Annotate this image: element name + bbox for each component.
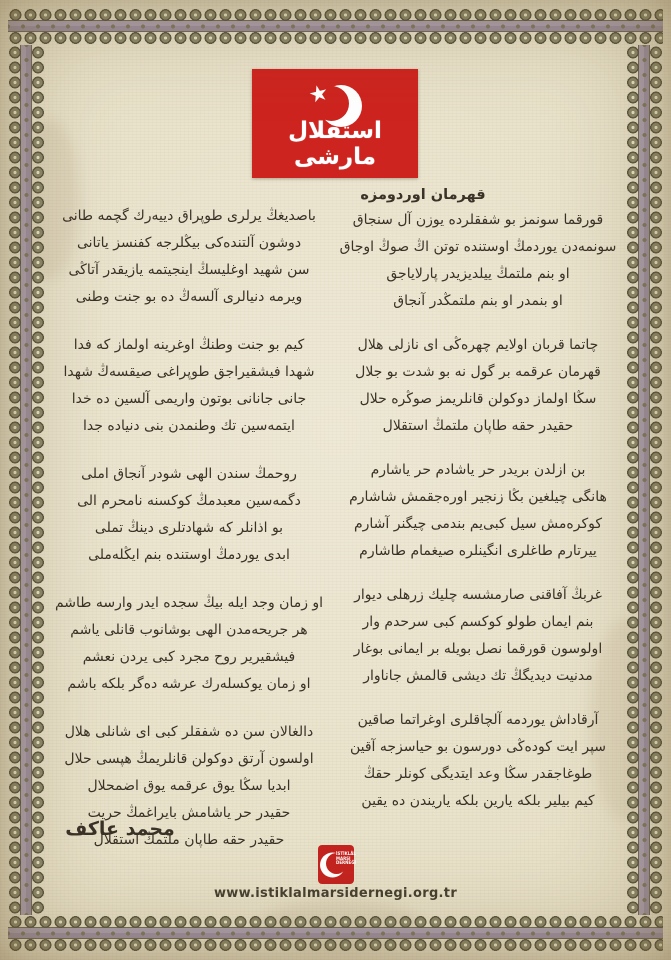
poem-line: سڭا اولماز دوكولن قانلریمز صوڭره حلال — [359, 391, 597, 407]
poem-line: سن شهید اوغلیسڭ اینجیتمه یازیقدر آتاڭی — [68, 262, 310, 278]
poem-line: حقیدر حقه طاپان ملتمڭ استقلال — [382, 418, 574, 434]
poem-line: طوغاجقدر سڭا وعد ایتدیگی كونلر حقڭ — [363, 766, 593, 782]
logo-text — [336, 851, 356, 866]
poem-line: حقیدر حر یاشامش بایراغمڭ حریت — [87, 805, 291, 821]
website-url: www.istiklalmarsidernegi.org.tr — [213, 886, 458, 901]
poem-line: ابدی یوردمڭ اوستنده بنم ایڭله‌ملی — [88, 547, 290, 563]
ornamental-border-bottom — [8, 915, 663, 952]
poem-line: سپر ایت كوده‌ڭی دورسون بو حیاسزجه آقین — [349, 739, 607, 755]
poem-column-left — [44, 203, 334, 875]
anthem-title: استقلال مارشی — [288, 118, 382, 170]
poem-line: بو اذانلر كه شهادتلری دینڭ تملی — [94, 520, 284, 536]
stanza — [338, 207, 618, 315]
poem-line: مدنیت دیدیگڭ تك دیشی قالمش جاناوار — [363, 668, 593, 684]
ornamental-border-right — [626, 45, 663, 915]
poem-line: فیشقیریر روح مجرد كبی یردن نعشم — [82, 649, 296, 665]
poem-line: بنم ایمان طولو كوكسم كبی سرحدم وار — [362, 614, 594, 630]
stanza — [44, 590, 334, 698]
poem-line: كوكره‌مش سیل كبی‌یم بندمی چیگنر آشارم — [353, 516, 603, 532]
poem-line: آرقاداش یوردمه آلچاقلری اوغراتما صاقین — [357, 712, 599, 728]
poem-column-right — [338, 183, 618, 832]
poem-line: او زمان یوكسله‌رك عرشه ده‌گر بلكه باشم — [67, 676, 311, 692]
stanza — [44, 461, 334, 569]
stanza — [338, 582, 618, 690]
logo-text-line: DERNEĞİ — [336, 860, 356, 865]
poet-signature: محمد عاكف — [65, 818, 175, 840]
ornamental-border-top — [8, 8, 663, 45]
poem-line: ایتمه‌سین تك وطنمدن بنی دنیاده جدا — [83, 418, 295, 434]
poem-line: دالغالان سن ده شفقلر كبی ای شانلی هلال — [64, 724, 314, 740]
stanza — [338, 707, 618, 815]
poem-line: غربڭ آفاقنی صارمشسه چلیك زرهلی دیوار — [354, 587, 602, 603]
poem-line: جانی جانانی بوتون واریمی آلسین ده خدا — [71, 391, 307, 407]
poem-line: او زمان وجد ایله بیڭ سجده ایدر وارسه طاشم — [54, 595, 324, 611]
poem-line: اولسون آرتق دوكولن قانلریمڭ هپسی حلال — [64, 751, 314, 767]
stanza-list-right — [338, 207, 618, 815]
poem-line: كیم بیلیر بلكه یارین بلكه یاریندن ده یقین — [361, 793, 595, 809]
poem-line: ویرمه دنیالری آلسه‌ڭ ده بو جنت وطنی — [75, 289, 303, 305]
ornamental-border-left — [8, 45, 45, 915]
stanza — [44, 203, 334, 311]
poem-line: چاتما قربان اولایم چهره‌ڭی ای نازلی هلال — [357, 337, 599, 353]
poem-line: دگمه‌سین معبدمڭ كوكسنه نامحرم الی — [77, 493, 301, 509]
poem-line: اولوسون قورقما نصل بویله بر ایمانی بوغار — [353, 641, 603, 657]
poem-line: شهدا فیشقیراجق طوپراغی صیقسه‌ڭ شهدا — [63, 364, 315, 380]
poem-line: او بنم ملتمڭ ییلدیزیدر پارلایاجق — [386, 266, 570, 282]
poem-line: هانگی چیلغین بڭا زنجیر اوره‌جقمش شاشارم — [349, 489, 607, 505]
poem-line: ییرتارم طاغلری انگینلره صیغمام طاشارم — [359, 543, 597, 559]
association-logo — [318, 845, 354, 884]
turkish-flag-panel — [252, 69, 418, 178]
stanza — [338, 457, 618, 565]
poem-line: باصدیغڭ یرلری طوپراق دییه‌رك گچمه طانی — [62, 208, 316, 224]
logo-text-line: İSTİKLÂL — [336, 851, 356, 856]
poem-line: ابدیا سڭا یوق عرقمه یوق اضمحلال — [87, 778, 291, 794]
poem-line: هر جریحه‌مدن الهی بوشانوب قانلی یاشم — [70, 622, 308, 638]
dedication-line: قهرمان اوردومزه — [360, 187, 486, 203]
poem-line: قهرمان عرقمه بر گول نه بو شدت بو جلال — [355, 364, 601, 380]
poem-line: قورقما سونمز بو شفقلرده یوزن آل سنجاق — [352, 212, 604, 228]
poem-line: دوشون آلتنده‌كی بیڭلرجه كفنسز یاتانی — [76, 235, 302, 251]
stanza — [44, 332, 334, 440]
poem-line: حقیدر حقه طاپان ملتمڭ استقلال — [93, 832, 285, 848]
poem-line: كیم بو جنت وطنڭ اوغرینه اولماز كه فدا — [73, 337, 305, 353]
logo-text-line: MARŞI — [336, 855, 351, 861]
poem-line: سونمه‌دن یوردمڭ اوستنده توتن اڭ صوڭ اوجاق — [339, 239, 617, 255]
poem-line: او بنمدر او بنم ملتمڭدر آنجاق — [393, 293, 563, 309]
poem-line: بن ازلدن بریدر حر یاشادم حر یاشارم — [370, 462, 586, 478]
stanza-list-left — [44, 203, 334, 854]
poem-line: روحمڭ سندن الهی شودر آنجاق املی — [81, 466, 297, 482]
stanza — [338, 332, 618, 440]
star-icon: ★ — [306, 79, 332, 110]
